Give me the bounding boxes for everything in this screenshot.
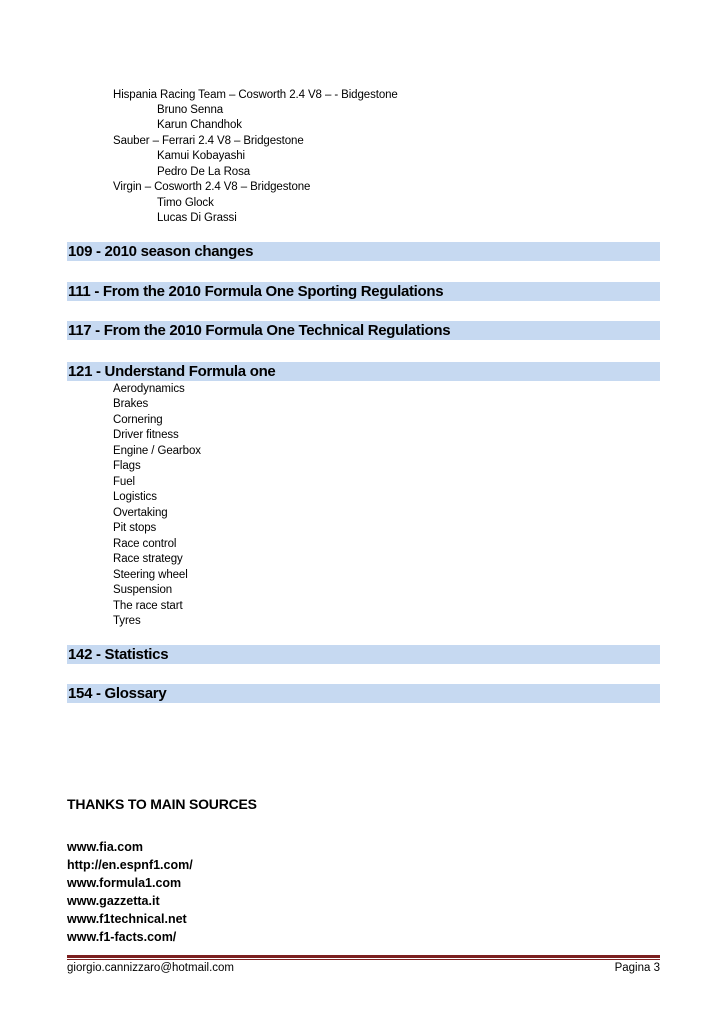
section-statistics-label: 142 - Statistics xyxy=(68,646,169,663)
section-season-changes xyxy=(67,242,660,261)
section-sporting-regulations-label: 111 - From the 2010 Formula One Sporting Regulations xyxy=(68,283,444,300)
source-link[interactable]: http://en.espnf1.com/ xyxy=(67,858,193,872)
topic-item: Engine / Gearbox xyxy=(113,445,201,457)
section-understand-formula-one-label: 121 - Understand Formula one xyxy=(68,363,276,380)
topic-item: Aerodynamics xyxy=(113,383,185,395)
team-virgin: Virgin – Cosworth 2.4 V8 – Bridgestone xyxy=(113,181,311,193)
footer-page-number: Pagina 3 xyxy=(614,962,660,974)
topic-item: Brakes xyxy=(113,398,149,410)
source-link[interactable]: www.fia.com xyxy=(67,840,143,854)
team-sauber: Sauber – Ferrari 2.4 V8 – Bridgestone xyxy=(113,135,304,147)
topic-item: Steering wheel xyxy=(113,569,188,581)
topic-item: Race control xyxy=(113,538,177,550)
topic-item: Logistics xyxy=(113,491,157,503)
topic-item: Suspension xyxy=(113,584,173,596)
topic-item: Overtaking xyxy=(113,507,168,519)
driver-bruno-senna: Bruno Senna xyxy=(157,104,224,116)
team-hispania: Hispania Racing Team – Cosworth 2.4 V8 – - Bidgestone xyxy=(113,89,398,101)
footer-email: giorgio.cannizzaro@hotmail.com xyxy=(67,962,234,974)
footer-divider xyxy=(67,955,660,958)
source-link[interactable]: www.f1technical.net xyxy=(67,912,187,926)
footer-divider-thin xyxy=(67,959,660,960)
driver-timo-glock: Timo Glock xyxy=(157,197,214,209)
topic-item: Cornering xyxy=(113,414,163,426)
topic-item: Driver fitness xyxy=(113,429,179,441)
section-technical-regulations-label: 117 - From the 2010 Formula One Technical Regulations xyxy=(68,322,451,339)
source-link[interactable]: www.gazzetta.it xyxy=(67,894,160,908)
section-statistics xyxy=(67,645,660,664)
section-sporting-regulations xyxy=(67,282,660,301)
sources-list xyxy=(67,838,193,946)
driver-pedro-de-la-rosa: Pedro De La Rosa xyxy=(157,166,251,178)
source-link[interactable]: www.f1-facts.com/ xyxy=(67,930,177,944)
section-technical-regulations xyxy=(67,321,660,340)
driver-lucas-di-grassi: Lucas Di Grassi xyxy=(157,212,237,224)
topic-item: Race strategy xyxy=(113,553,183,565)
section-glossary-label: 154 - Glossary xyxy=(68,685,167,702)
section-glossary xyxy=(67,684,660,703)
driver-karun-chandhok: Karun Chandhok xyxy=(157,119,242,131)
topic-item: Fuel xyxy=(113,476,135,488)
topic-item: Flags xyxy=(113,460,141,472)
topic-item: Tyres xyxy=(113,615,141,627)
section-understand-formula-one xyxy=(67,362,660,381)
topic-item: The race start xyxy=(113,600,183,612)
driver-kamui-kobayashi: Kamui Kobayashi xyxy=(157,150,245,162)
topic-item: Pit stops xyxy=(113,522,157,534)
section-season-changes-label: 109 - 2010 season changes xyxy=(68,243,254,260)
thanks-heading: THANKS TO MAIN SOURCES xyxy=(67,796,257,812)
source-link[interactable]: www.formula1.com xyxy=(67,876,182,890)
